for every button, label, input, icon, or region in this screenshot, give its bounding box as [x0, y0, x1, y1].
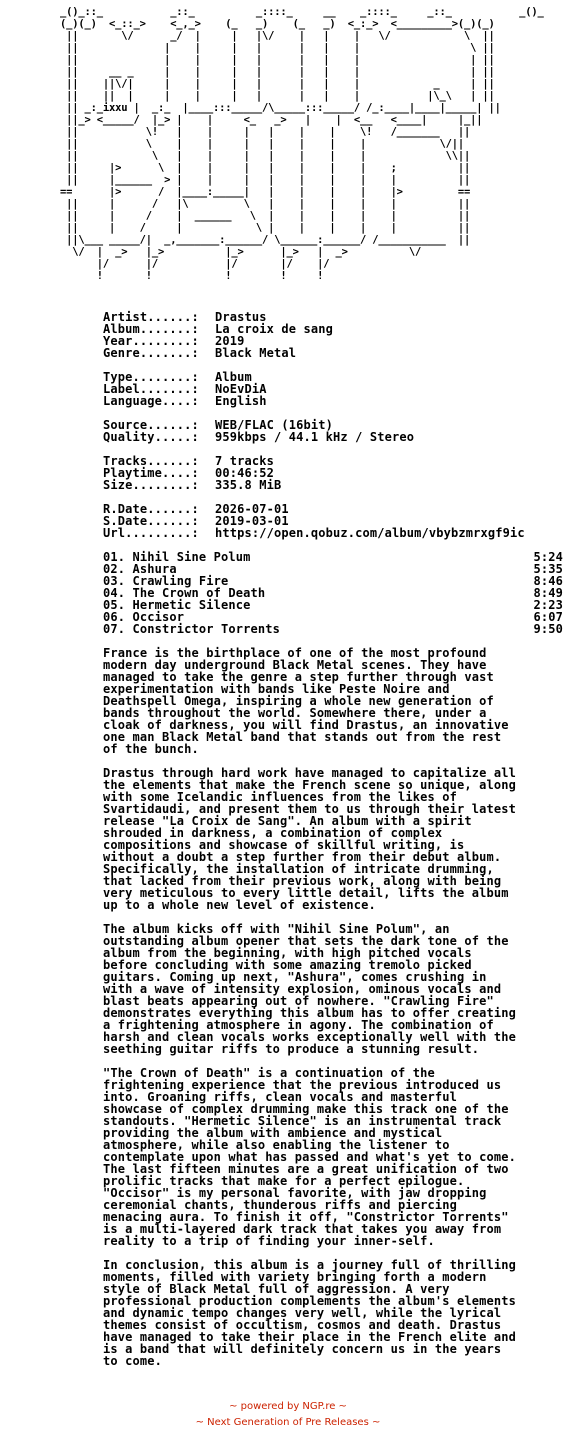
review — [103, 647, 563, 1367]
field-key: S.Date......: — [103, 514, 199, 528]
release-fields-group-2 — [103, 371, 563, 407]
track-title: Occisor — [132, 610, 185, 624]
track-duration: 9:50 — [533, 622, 563, 636]
tracklist — [103, 551, 563, 635]
track-number: 07. — [103, 622, 126, 636]
field-key: Year........: — [103, 334, 199, 348]
field-value: English — [215, 394, 267, 408]
field-key: Url.........: — [103, 526, 199, 540]
field-quality — [103, 431, 563, 443]
review-paragraph: "The Crown of Death" is a continuation of the frightening experience that the previous introduced us into. Groaning riffs, clean vocals and masterful showcase of complex drumming make this track one of the standouts. "Hermetic Silence" is an instrumental track providing the album with ambience and mystical atmosphere, while also enabling the listener to contemplate upon what has passed and what's yet to come. The last fifteen minutes are a great unification of two prolific tracks that make for a perfect epilogue. "Occisor" is my personal favorite, with jaw dropping ceremonial chants, thunderous riffs and piercing menacing aura. To finish it off, "Constrictor Torrents" is a multi-layered dark track that takes you away from reality to a trip of finding your inner-self. — [103, 1066, 516, 1248]
track-number: 02. — [103, 562, 126, 576]
release-info — [103, 311, 563, 1367]
field-key: Album.......: — [103, 322, 199, 336]
track-duration: 8:49 — [533, 586, 563, 600]
review-paragraph: In conclusion, this album is a journey full of thrilling moments, filled with variety bringing forth a modern style of Black Metal full of aggression. A very professional production complements the album's elements and dynamic tempo changes very well, while the lyrical themes consist of occultism, cosmos and death. Drastus have managed to take their place in the French elite and is a band that will definitely concern us in the years to come. — [103, 1258, 516, 1368]
field-value: La croix de sang — [215, 322, 333, 336]
track-title: The Crown of Death — [132, 586, 266, 600]
track-row — [103, 623, 563, 635]
field-key: Quality.....: — [103, 430, 199, 444]
release-fields-group-1 — [103, 311, 563, 359]
field-value: NoEvDiA — [215, 382, 267, 396]
field-value: https://open.qobuz.com/album/vbybzmrxgf9ic — [215, 526, 525, 540]
field-value: Drastus — [215, 310, 267, 324]
release-fields-group-4 — [103, 455, 563, 491]
field-value: Black Metal — [215, 346, 297, 360]
field-value: 959kbps / 44.1 kHz / Stereo — [215, 430, 415, 444]
field-size — [103, 479, 563, 491]
track-duration: 5:24 — [533, 550, 563, 564]
field-key: Genre.......: — [103, 346, 199, 360]
field-key: Artist......: — [103, 310, 199, 324]
field-genre — [103, 347, 563, 359]
track-duration: 6:07 — [533, 610, 563, 624]
field-value: 2026-07-01 — [215, 502, 289, 516]
field-value: WEB/FLAC (16bit) — [215, 418, 333, 432]
track-title: Nihil Sine Polum — [132, 550, 251, 564]
field-value: 2019 — [215, 334, 245, 348]
track-number: 01. — [103, 550, 126, 564]
release-fields-group-5 — [103, 503, 563, 539]
review-paragraph: The album kicks off with "Nihil Sine Polum", an outstanding album opener that sets the dark tone of the album from the beginning, with high pitched vocals before concluding with some amazing tremolo picked guitars. Coming up next, "Ashura", comes crushing in with a wave of intensity explosion, ominous vocals and blast beats appearing out of nowhere. "Crawling Fire" demonstrates everything this album has to offer creating a frightening atmosphere in agony. The combination of harsh and clean vocals works exceptionally well with the seething guitar riffs to produce a stunning result. — [103, 922, 516, 1056]
field-url — [103, 527, 563, 539]
field-value: 00:46:52 — [215, 466, 274, 480]
review-paragraph: France is the birthplace of one of the most profound modern day underground Black Metal scenes. They have managed to take the genre a step further through vast experimentation with bands like Peste Noire and Deathspell Omega, inspiring a whole new generation of bands throughout the world. Somewhere there, under a cloak of darkness, you will find Drastus, an innovative one man Black Metal band that stands out from the rest of the bunch. — [103, 646, 509, 756]
release-fields-group-3 — [103, 419, 563, 443]
field-key: Playtime....: — [103, 466, 199, 480]
field-value: 2019-03-01 — [215, 514, 289, 528]
field-key: Label.......: — [103, 382, 199, 396]
track-number: 06. — [103, 610, 126, 624]
track-duration: 8:46 — [533, 574, 563, 588]
ascii-art-logo: _()_::_ _::_ _::::_ __ _::::_ _::_ _()_ (_)(_) <_::_> <_,_> (_ _) (_ _) <_:_> <_________>(_)(_) || \/ _/ | | |\/ | | | \/ \ || || | | | | | | | \ || || | | | | | | | | || || __ _ | | | | | | | | || || ||\/| | | | | | | | _ | || || || | | | | | | | | |\_\ | || || _:_ixxu | _:_ |____:::_____/\_____:::_____/ /_:____|____|_____| || ||_> <_____/ |_> | | <_ _> | | <__ <____| |_|| || \! | | | | | | \! /_______ || || \ | | | | | | | \/|| || \ | | | | | | | \\|| || |> \ | | | | | | | ; || || |______ > | | | | | | | | || == |> / |____:_____| | | | | |> == || | / |\ \ | | | | | || || | / | ______ \ | | | | | || || | / | \ | | | | | || ||\___ _____/| _,_______:______/ \______:______/ /___________ || \/ | _> |_> |_> |_> | _> \/ |/ |/ |/ |/ |/ ! ! ! ! ! — [60, 6, 544, 282]
track-title: Hermetic Silence — [132, 598, 251, 612]
field-key: Language....: — [103, 394, 199, 408]
field-key: Tracks......: — [103, 454, 199, 468]
field-key: R.Date......: — [103, 502, 199, 516]
field-key: Type........: — [103, 370, 199, 384]
review-paragraph: Drastus through hard work have managed to capitalize all the elements that make the French scene so unique, along with some Icelandic influences from the likes of Svartidaudi, and present them to us through their latest release "La Croix de Sang". An album with a spirit shrouded in darkness, a combination of complex compositions and showcase of skillful writing, is without a doubt a step further from their debut album. Specifically, the installation of intricate drumming, that lacked from their previous work, along with being very meticulous to every little detail, lifts the album up to a whole new level of existence. — [103, 766, 516, 912]
track-title: Crawling Fire — [132, 574, 229, 588]
track-number: 04. — [103, 586, 126, 600]
field-value: 335.8 MiB — [215, 478, 282, 492]
field-key: Source......: — [103, 418, 199, 432]
field-value: Album — [215, 370, 252, 384]
track-duration: 2:23 — [533, 598, 563, 612]
track-title: Ashura — [132, 562, 177, 576]
footer — [0, 1399, 576, 1431]
track-duration: 5:35 — [533, 562, 563, 576]
track-title: Constrictor Torrents — [132, 622, 280, 636]
track-number: 05. — [103, 598, 126, 612]
field-language — [103, 395, 563, 407]
field-value: 7 tracks — [215, 454, 274, 468]
field-key: Size........: — [103, 478, 199, 492]
footer-tagline: ~ Next Generation of Pre Releases ~ — [195, 1417, 381, 1428]
footer-powered-by: ~ powered by NGP.re ~ — [229, 1401, 347, 1412]
track-number: 03. — [103, 574, 126, 588]
